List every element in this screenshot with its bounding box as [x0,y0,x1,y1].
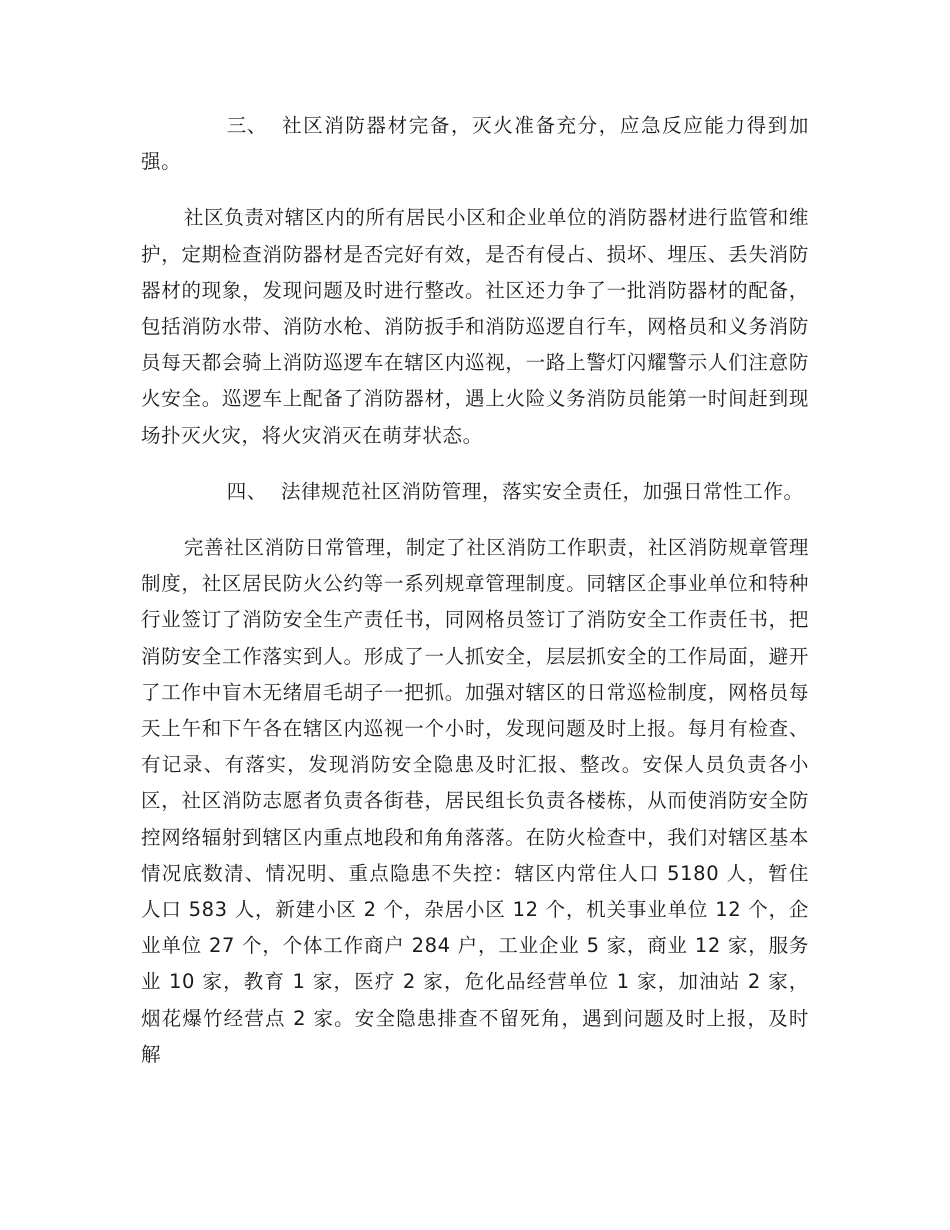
document-body [141,108,809,1093]
section-number-3: 三、 [226,114,267,137]
section-paragraph-3: 社区负责对辖区内的所有居民小区和企业单位的消防器材进行监管和维护，定期检查消防器材是否完好有效，是否有侵占、损坏、埋压、丢失消防器材的现象，发现问题及时进行整改。社区还力争了一批消防器材的配备，包括消防水带、消防水枪、消防扳手和消防巡逻自行车，网格员和义务消防员每天都会骑上消防巡逻车在辖区内巡视，一路上警灯闪耀警示人们注意防火安全。巡逻车上配备了消防器材，遇上火险义务消防员能第一时间赶到现场扑灭火灾，将火灾消灭在萌芽状态。 [141,206,809,447]
section-title-3: 社区消防器材完备，灭火准备充分，应急反应能力得到加强。 [141,114,809,174]
section-heading-3 [141,108,809,180]
section-paragraph-4: 完善社区消防日常管理，制定了社区消防工作职责，社区消防规章管理制度，社区居民防火公约等一系列规章管理制度。同辖区企事业单位和特种行业签订了消防安全生产责任书，同网格员签订了消防安全工作责任书，把消防安全工作落实到人。形成了一人抓安全，层层抓安全的工作局面，避开了工作中盲木无绪眉毛胡子一把抓。加强对辖区的日常巡检制度，网格员每天上午和下午各在辖区内巡视一个小时，发现问题及时上报。每月有检查、有记录、有落实，发现消防安全隐患及时汇报、整改。安保人员负责各小区，社区消防志愿者负责各街巷，居民组长负责各楼栋，从而使消防安全防控网络辐射到辖区内重点地段和角角落落。在防火检查中，我们对辖区基本情况底数清、情况明、重点隐患不失控：辖区内常住人口 5180 人，暂住人口 583 人，新建小区 2 个，杂居小区 12 个，机关事业单位 12 个，企业单位 27 个，个体工作商户 284 户，工业企业 5 家，商业 12 家，服务业 10 家，教育 1 家，医疗 2 家，危化品经营单位 1 家，加油站 2 家，烟花爆竹经营点 2 家。安全隐患排查不留死角，遇到问题及时上报，及时解 [141,536,809,1066]
section-number-4: 四、 [226,479,267,503]
section-heading-4 [141,474,809,510]
section-title-4: 法律规范社区消防管理，落实安全责任，加强日常性工作。 [280,479,804,503]
